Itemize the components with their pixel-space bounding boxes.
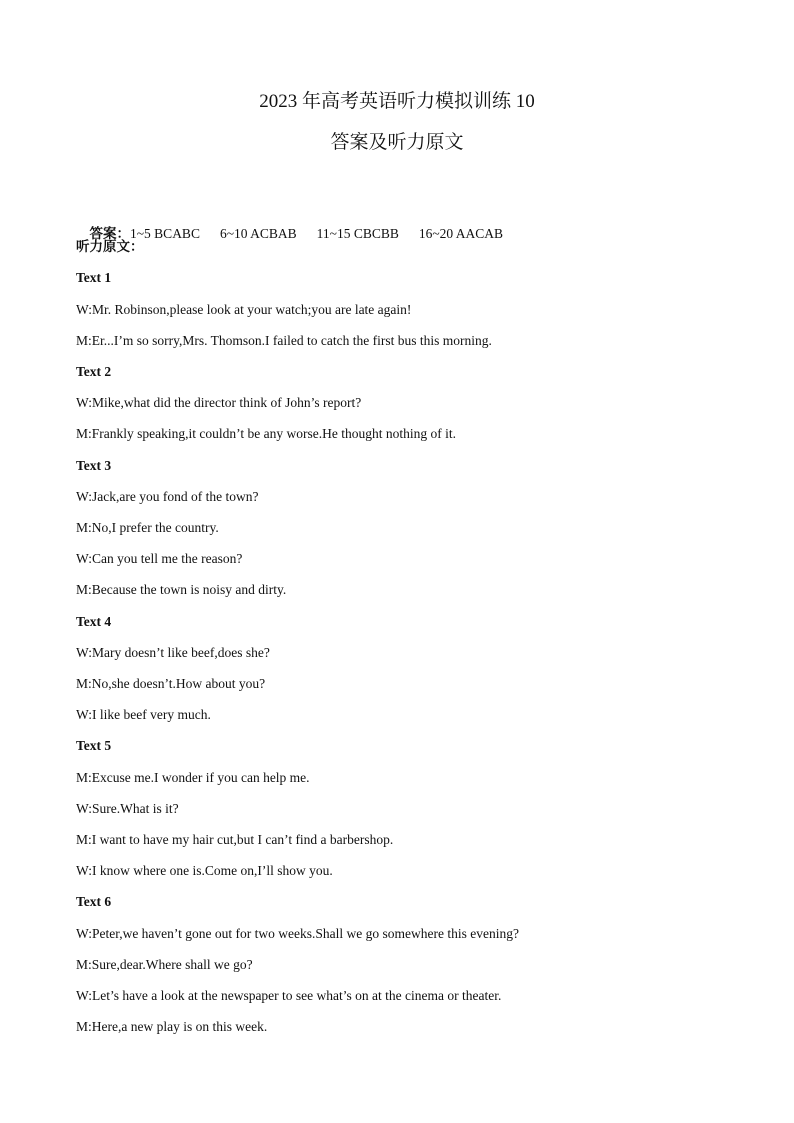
dialogue-line: M:Excuse me.I wonder if you can help me.	[76, 770, 310, 785]
dialogue-line: M:No,I prefer the country.	[76, 520, 219, 535]
dialogue-line: M:I want to have my hair cut,but I can’t find a barbershop.	[76, 832, 394, 847]
dialogue-line: W:Mr. Robinson,please look at your watch;you are late again!	[76, 302, 412, 317]
dialogue-line: W:Mike,what did the director think of John’s report?	[76, 395, 362, 410]
dialogue-line: W:Let’s have a look at the newspaper to see what’s on at the cinema or theater.	[76, 988, 502, 1003]
answer-group: 16~20 AACAB	[418, 226, 504, 241]
dialogue-line: W:Mary doesn’t like beef,does she?	[76, 645, 270, 660]
dialogue-line: W:Can you tell me the reason?	[76, 551, 243, 566]
dialogue-line: M:Because the town is noisy and dirty.	[76, 582, 287, 597]
answer-group: 11~15 CBCBB	[316, 226, 399, 241]
section-heading: Text 2	[76, 364, 112, 379]
dialogue-line: W:I know where one is.Come on,I’ll show you.	[76, 863, 333, 878]
dialogue-line: W:I like beef very much.	[76, 707, 211, 722]
dialogue-line: M:Here,a new play is on this week.	[76, 1019, 268, 1034]
section-heading: Text 5	[76, 738, 112, 753]
dialogue-line: W:Jack,are you fond of the town?	[76, 489, 259, 504]
answer-group: 6~10 ACBAB	[219, 226, 297, 241]
dialogue-line: W:Sure.What is it?	[76, 801, 179, 816]
section-heading: Text 4	[76, 614, 112, 629]
transcript-heading: 听力原文：	[76, 239, 144, 254]
dialogue-line: M:No,she doesn’t.How about you?	[76, 676, 266, 691]
dialogue-line: M:Frankly speaking,it couldn’t be any worse.He thought nothing of it.	[76, 426, 456, 441]
dialogue-line: W:Peter,we haven’t gone out for two weeks.Shall we go somewhere this evening?	[76, 926, 519, 941]
section-heading: Text 3	[76, 458, 112, 473]
answer-group: 1~5 BCABC	[130, 226, 200, 241]
dialogue-line: M:Er...I’m so sorry,Mrs. Thomson.I failed to catch the first bus this morning.	[76, 333, 492, 348]
section-heading: Text 6	[76, 894, 112, 909]
page-title: 2023 年高考英语听力模拟训练 10	[259, 91, 535, 112]
section-heading: Text 1	[76, 270, 112, 285]
page-subtitle: 答案及听力原文	[330, 132, 464, 153]
dialogue-line: M:Sure,dear.Where shall we go?	[76, 957, 253, 972]
answer-label: 答案：	[89, 226, 130, 241]
